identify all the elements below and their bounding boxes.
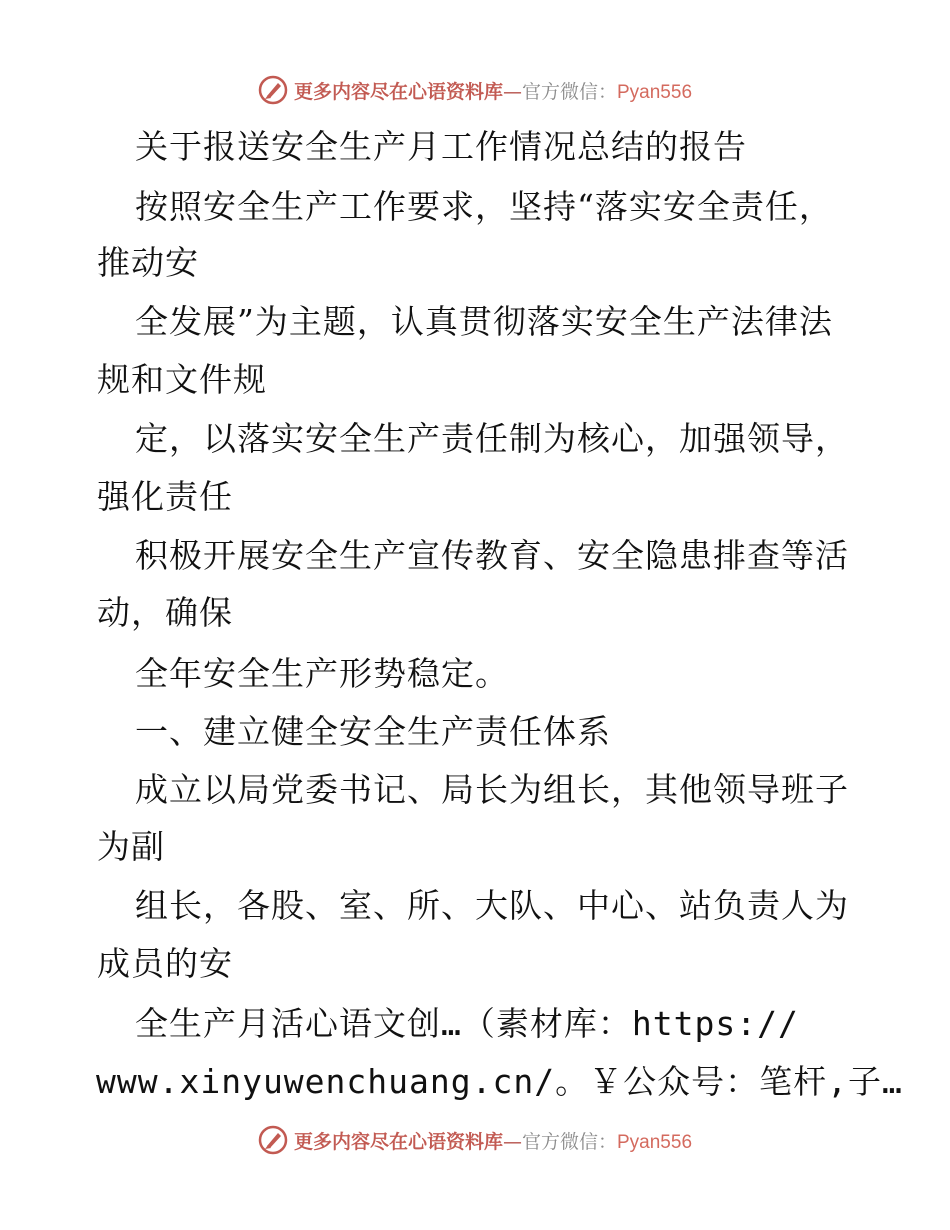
paragraph-line: 定，以落实安全生产责任制为核心，加强领导， [135,419,849,458]
footer-banner-text [294,1127,692,1154]
brand-logo-icon [258,1125,288,1155]
paragraph-line: 全生产月活心语文创…（素材库：https:// [135,1004,799,1043]
paragraph-line: 为副 [97,827,165,866]
paragraph-line: 强化责任 [97,477,233,516]
footer-banner-dash: — [502,1130,522,1153]
paragraph-line: www.xinyuwenchuang.cn/。￥公众号：笔杆,子… [96,1062,903,1101]
paragraph-line: 推动安 [97,243,199,282]
paragraph-line: 积极开展安全生产宣传教育、安全隐患排查等活 [135,536,849,575]
paragraph-line: 组长，各股、室、所、大队、中心、站负责人为 [135,886,849,925]
header-banner-id: Pyan556 [617,81,693,103]
header-banner-official: 官方微信： [521,80,617,103]
section-heading: 一、建立健全安全生产责任体系 [135,712,611,751]
paragraph-line: 按照安全生产工作要求，坚持“落实安全责任， [135,187,833,226]
paragraph-line: 全年安全生产形势稳定。 [135,654,509,693]
footer-watermark-banner [0,1120,950,1160]
paragraph-line: 动，确保 [97,593,233,632]
header-banner-dash: — [502,80,522,103]
document-title: 关于报送安全生产月工作情况总结的报告 [135,127,747,166]
paragraph-line: 规和文件规 [97,360,267,399]
paragraph-line: 成员的安 [97,944,233,983]
header-banner-main: 更多内容尽在心语资料库 [293,80,503,103]
footer-banner-official: 官方微信： [521,1130,617,1153]
paragraph-line: 全发展”为主题，认真贯彻落实安全生产法律法 [135,302,833,341]
paragraph-line: 成立以局党委书记、局长为组长，其他领导班子 [135,770,849,809]
footer-banner-id: Pyan556 [617,1131,693,1153]
footer-banner-main: 更多内容尽在心语资料库 [293,1130,503,1153]
